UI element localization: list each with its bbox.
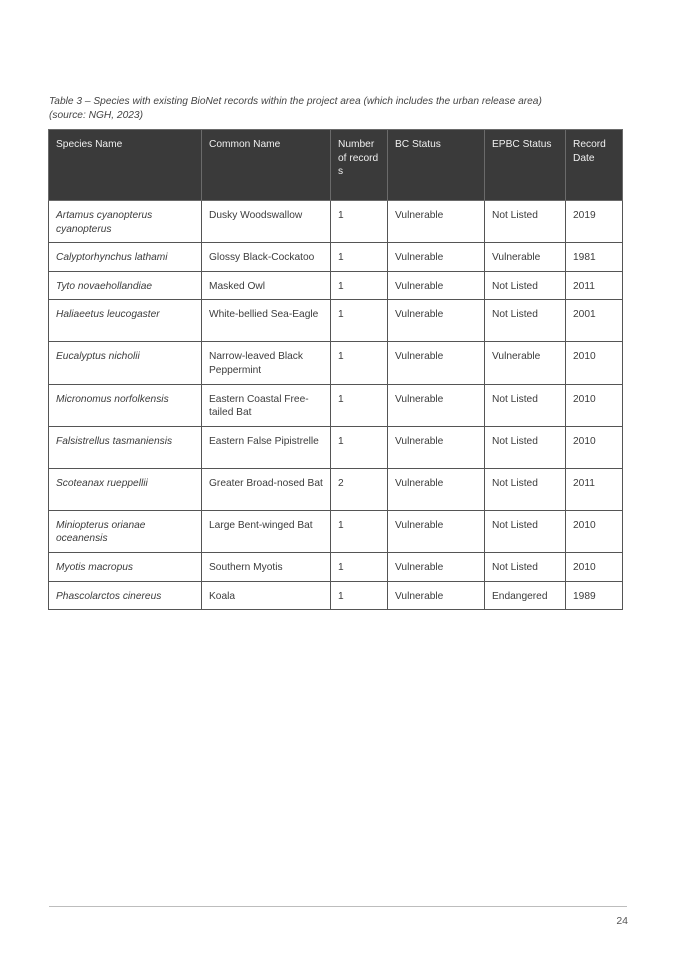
bc-status-cell: Vulnerable xyxy=(388,510,485,552)
table-row xyxy=(49,426,623,468)
table-row xyxy=(49,510,623,552)
header-common-name: Common Name xyxy=(202,130,331,201)
page-number: 24 xyxy=(616,915,628,927)
species-name-cell: Miniopterus orianae oceanensis xyxy=(49,510,202,552)
bc-status-cell: Vulnerable xyxy=(388,201,485,243)
epbc-status-cell: Vulnerable xyxy=(485,342,566,384)
bc-status-cell: Vulnerable xyxy=(388,243,485,272)
epbc-status-cell: Not Listed xyxy=(485,468,566,510)
common-name-cell: Dusky Woodswallow xyxy=(202,201,331,243)
records-cell: 1 xyxy=(331,552,388,581)
records-cell: 1 xyxy=(331,300,388,342)
common-name-cell: Eastern False Pipistrelle xyxy=(202,426,331,468)
record-date-cell: 2011 xyxy=(566,271,623,300)
table-caption xyxy=(49,95,629,122)
records-cell: 1 xyxy=(331,271,388,300)
records-cell: 1 xyxy=(331,426,388,468)
table-row xyxy=(49,201,623,243)
epbc-status-cell: Not Listed xyxy=(485,201,566,243)
records-cell: 1 xyxy=(331,510,388,552)
bc-status-cell: Vulnerable xyxy=(388,342,485,384)
record-date-cell: 1989 xyxy=(566,581,623,610)
table-header-row xyxy=(49,130,623,201)
species-name-cell: Eucalyptus nicholii xyxy=(49,342,202,384)
epbc-status-cell: Not Listed xyxy=(485,300,566,342)
common-name-cell: Narrow-leaved Black Peppermint xyxy=(202,342,331,384)
records-cell: 1 xyxy=(331,201,388,243)
species-name-cell: Micronomus norfolkensis xyxy=(49,384,202,426)
common-name-cell: Masked Owl xyxy=(202,271,331,300)
epbc-status-cell: Not Listed xyxy=(485,384,566,426)
table-row xyxy=(49,300,623,342)
bc-status-cell: Vulnerable xyxy=(388,581,485,610)
epbc-status-cell: Not Listed xyxy=(485,426,566,468)
table-row xyxy=(49,552,623,581)
epbc-status-cell: Endangered xyxy=(485,581,566,610)
species-name-cell: Myotis macropus xyxy=(49,552,202,581)
record-date-cell: 2019 xyxy=(566,201,623,243)
epbc-status-cell: Not Listed xyxy=(485,271,566,300)
epbc-status-cell: Vulnerable xyxy=(485,243,566,272)
table-row xyxy=(49,384,623,426)
caption-line-2: (source: NGH, 2023) xyxy=(49,109,143,121)
species-name-cell: Artamus cyanopterus cyanopterus xyxy=(49,201,202,243)
bc-status-cell: Vulnerable xyxy=(388,426,485,468)
species-name-cell: Falsistrellus tasmaniensis xyxy=(49,426,202,468)
species-name-cell: Tyto novaehollandiae xyxy=(49,271,202,300)
record-date-cell: 2011 xyxy=(566,468,623,510)
common-name-cell: Glossy Black-Cockatoo xyxy=(202,243,331,272)
record-date-cell: 2001 xyxy=(566,300,623,342)
record-date-cell: 2010 xyxy=(566,552,623,581)
table-row xyxy=(49,581,623,610)
header-epbc-status: EPBC Status xyxy=(485,130,566,201)
common-name-cell: Southern Myotis xyxy=(202,552,331,581)
record-date-cell: 2010 xyxy=(566,510,623,552)
header-number-of-records: Number of records xyxy=(331,130,388,201)
species-name-cell: Scoteanax rueppellii xyxy=(49,468,202,510)
epbc-status-cell: Not Listed xyxy=(485,510,566,552)
bc-status-cell: Vulnerable xyxy=(388,468,485,510)
records-cell: 2 xyxy=(331,468,388,510)
epbc-status-cell: Not Listed xyxy=(485,552,566,581)
species-table xyxy=(48,129,623,610)
bc-status-cell: Vulnerable xyxy=(388,384,485,426)
common-name-cell: Large Bent-winged Bat xyxy=(202,510,331,552)
species-name-cell: Haliaeetus leucogaster xyxy=(49,300,202,342)
record-date-cell: 2010 xyxy=(566,426,623,468)
common-name-cell: Greater Broad-nosed Bat xyxy=(202,468,331,510)
header-bc-status: BC Status xyxy=(388,130,485,201)
common-name-cell: White-bellied Sea-Eagle xyxy=(202,300,331,342)
records-cell: 1 xyxy=(331,342,388,384)
common-name-cell: Eastern Coastal Free-tailed Bat xyxy=(202,384,331,426)
bc-status-cell: Vulnerable xyxy=(388,552,485,581)
common-name-cell: Koala xyxy=(202,581,331,610)
bc-status-cell: Vulnerable xyxy=(388,300,485,342)
species-name-cell: Phascolarctos cinereus xyxy=(49,581,202,610)
table-row xyxy=(49,468,623,510)
record-date-cell: 2010 xyxy=(566,342,623,384)
table-row xyxy=(49,342,623,384)
table-row xyxy=(49,271,623,300)
records-cell: 1 xyxy=(331,384,388,426)
records-cell: 1 xyxy=(331,581,388,610)
species-name-cell: Calyptorhynchus lathami xyxy=(49,243,202,272)
footer-divider xyxy=(49,906,627,907)
header-species-name: Species Name xyxy=(49,130,202,201)
record-date-cell: 2010 xyxy=(566,384,623,426)
record-date-cell: 1981 xyxy=(566,243,623,272)
header-record-date: Record Date xyxy=(566,130,623,201)
caption-line-1: Table 3 – Species with existing BioNet records within the project area (which includes the urban release area) xyxy=(49,96,542,107)
bc-status-cell: Vulnerable xyxy=(388,271,485,300)
records-cell: 1 xyxy=(331,243,388,272)
table-row xyxy=(49,243,623,272)
